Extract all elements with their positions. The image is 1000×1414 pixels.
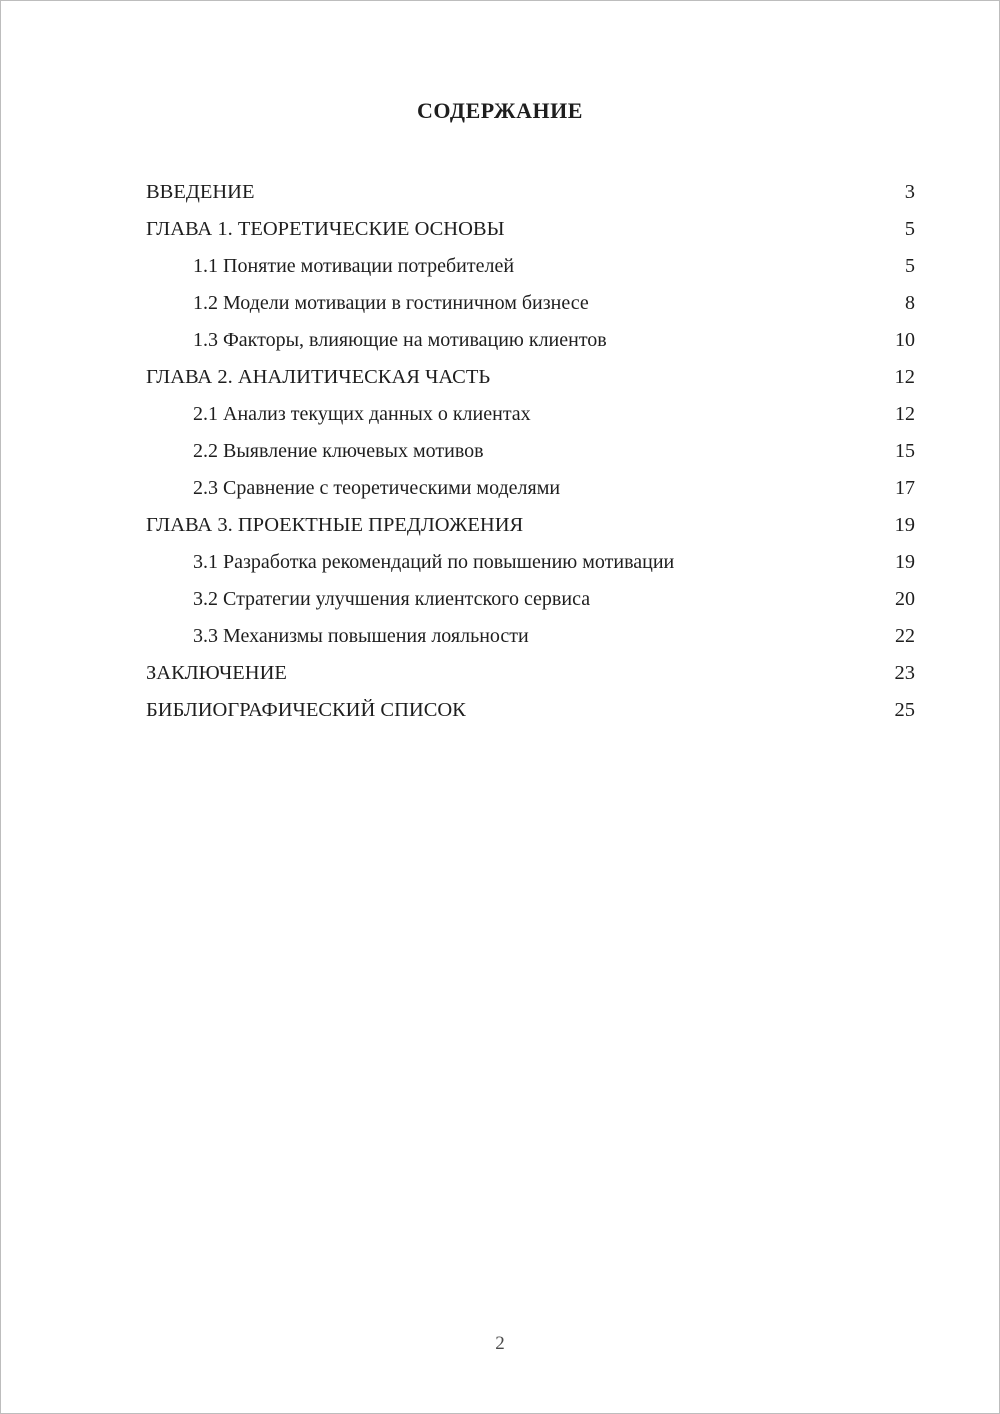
footer-page-number: 2 — [495, 1333, 505, 1354]
toc-entry — [146, 692, 915, 729]
page-title: СОДЕРЖАНИЕ — [417, 98, 583, 123]
toc-entry-page: 12 — [894, 366, 915, 388]
toc-entry-page: 19 — [894, 514, 915, 536]
toc-entry — [146, 174, 915, 211]
toc-entry-page: 5 — [904, 218, 915, 240]
toc-entry-label: ГЛАВА 3. ПРОЕКТНЫЕ ПРЕДЛОЖЕНИЯ — [146, 514, 524, 536]
toc-entry-page: 19 — [895, 551, 915, 573]
toc-entry-page: 20 — [895, 588, 915, 610]
toc-entry — [146, 322, 915, 359]
toc-entry — [146, 285, 915, 322]
toc-entry-label: 3.2 Стратегии улучшения клиентского сервиса — [193, 588, 591, 610]
toc-entry-page: 12 — [895, 403, 915, 425]
toc-entry-label: 2.2 Выявление ключевых мотивов — [193, 440, 484, 462]
toc-entry-page: 25 — [894, 699, 915, 721]
toc-entry-label: ВВЕДЕНИЕ — [146, 181, 255, 203]
toc-entry — [146, 396, 915, 433]
toc-entry — [146, 433, 915, 470]
toc-entry-label: 1.1 Понятие мотивации потребителей — [193, 255, 515, 277]
toc-entry-page: 15 — [895, 440, 915, 462]
toc-entry-label: 3.3 Механизмы повышения лояльности — [193, 625, 529, 647]
toc-entry-label: БИБЛИОГРАФИЧЕСКИЙ СПИСОК — [146, 699, 466, 721]
toc-entry-label: ЗАКЛЮЧЕНИЕ — [146, 662, 287, 684]
toc-entry — [146, 581, 915, 618]
toc-entry-label: 2.3 Сравнение с теоретическими моделями — [193, 477, 561, 499]
toc-entry — [146, 507, 915, 544]
toc-entry-page: 23 — [894, 662, 915, 684]
table-of-contents — [146, 174, 915, 729]
toc-entry-page: 5 — [905, 255, 915, 277]
toc-entry-label: ГЛАВА 2. АНАЛИТИЧЕСКАЯ ЧАСТЬ — [146, 366, 491, 388]
toc-entry — [146, 359, 915, 396]
toc-entry-label: 3.1 Разработка рекомендаций по повышению мотивации — [193, 551, 675, 573]
toc-entry-label: ГЛАВА 1. ТЕОРЕТИЧЕСКИЕ ОСНОВЫ — [146, 218, 505, 240]
toc-entry-label: 1.2 Модели мотивации в гостиничном бизнесе — [193, 292, 589, 314]
toc-entry — [146, 618, 915, 655]
toc-entry — [146, 544, 915, 581]
toc-entry-page: 22 — [895, 625, 915, 647]
toc-entry — [146, 655, 915, 692]
toc-entry-page: 17 — [895, 477, 915, 499]
toc-entry-page: 3 — [904, 181, 915, 203]
toc-entry — [146, 248, 915, 285]
toc-entry — [146, 470, 915, 507]
toc-entry-page: 10 — [895, 329, 915, 351]
toc-entry-page: 8 — [905, 292, 915, 314]
toc-entry — [146, 211, 915, 248]
toc-entry-label: 2.1 Анализ текущих данных о клиентах — [193, 403, 531, 425]
toc-entry-label: 1.3 Факторы, влияющие на мотивацию клиентов — [193, 329, 607, 351]
